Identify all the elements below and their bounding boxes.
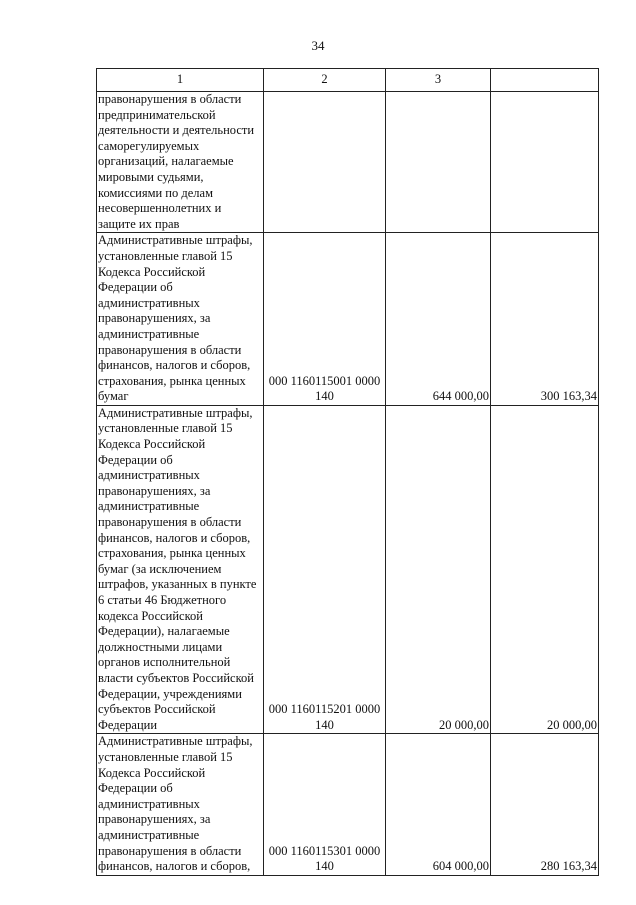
row-planned-amount <box>386 92 491 233</box>
header-col-3: 3 <box>386 69 491 92</box>
table-row <box>97 405 599 733</box>
table-row <box>97 92 599 233</box>
row-code: 000 1160115201 0000 140 <box>264 405 386 733</box>
row-actual-amount <box>491 92 599 233</box>
row-planned-amount: 20 000,00 <box>386 405 491 733</box>
row-code <box>264 92 386 233</box>
header-col-2: 2 <box>264 69 386 92</box>
budget-table <box>96 68 599 876</box>
table-row <box>97 734 599 875</box>
page-number: 34 <box>311 38 325 53</box>
header-col-4 <box>491 69 599 92</box>
table-row <box>97 233 599 406</box>
row-actual-amount: 20 000,00 <box>491 405 599 733</box>
row-planned-amount: 644 000,00 <box>386 233 491 406</box>
row-description: Административные штрафы, установленные главой 15 Кодекса Российской Федерации об административных правонарушениях, за административные правонарушения в области финансов, налогов и сборов, страхования, рынка ценных бумаг <box>97 233 264 406</box>
row-actual-amount: 300 163,34 <box>491 233 599 406</box>
row-planned-amount: 604 000,00 <box>386 734 491 875</box>
row-description: Административные штрафы, установленные главой 15 Кодекса Российской Федерации об административных правонарушениях, за административные правонарушения в области финансов, налогов и сборов, страхования, рынка ценных бумаг (за исключением штрафов, указанных в пункте 6 статьи 46 Бюджетного кодекса Российской Федерации), налагаемые должностными лицами органов исполнительной власти субъектов Российской Федерации, учреждениями субъектов Российской Федерации <box>97 405 264 733</box>
header-col-1: 1 <box>97 69 264 92</box>
row-code: 000 1160115001 0000 140 <box>264 233 386 406</box>
row-code: 000 1160115301 0000 140 <box>264 734 386 875</box>
table-header-row <box>97 69 599 92</box>
row-actual-amount: 280 163,34 <box>491 734 599 875</box>
row-description: Административные штрафы, установленные главой 15 Кодекса Российской Федерации об административных правонарушениях, за административные правонарушения в области финансов, налогов и сборов, <box>97 734 264 875</box>
row-description: правонарушения в области предпринимательской деятельности и деятельности саморегулируемых организаций, налагаемые мировыми судьями, комиссиями по делам несовершеннолетних и защите их прав <box>97 92 264 233</box>
